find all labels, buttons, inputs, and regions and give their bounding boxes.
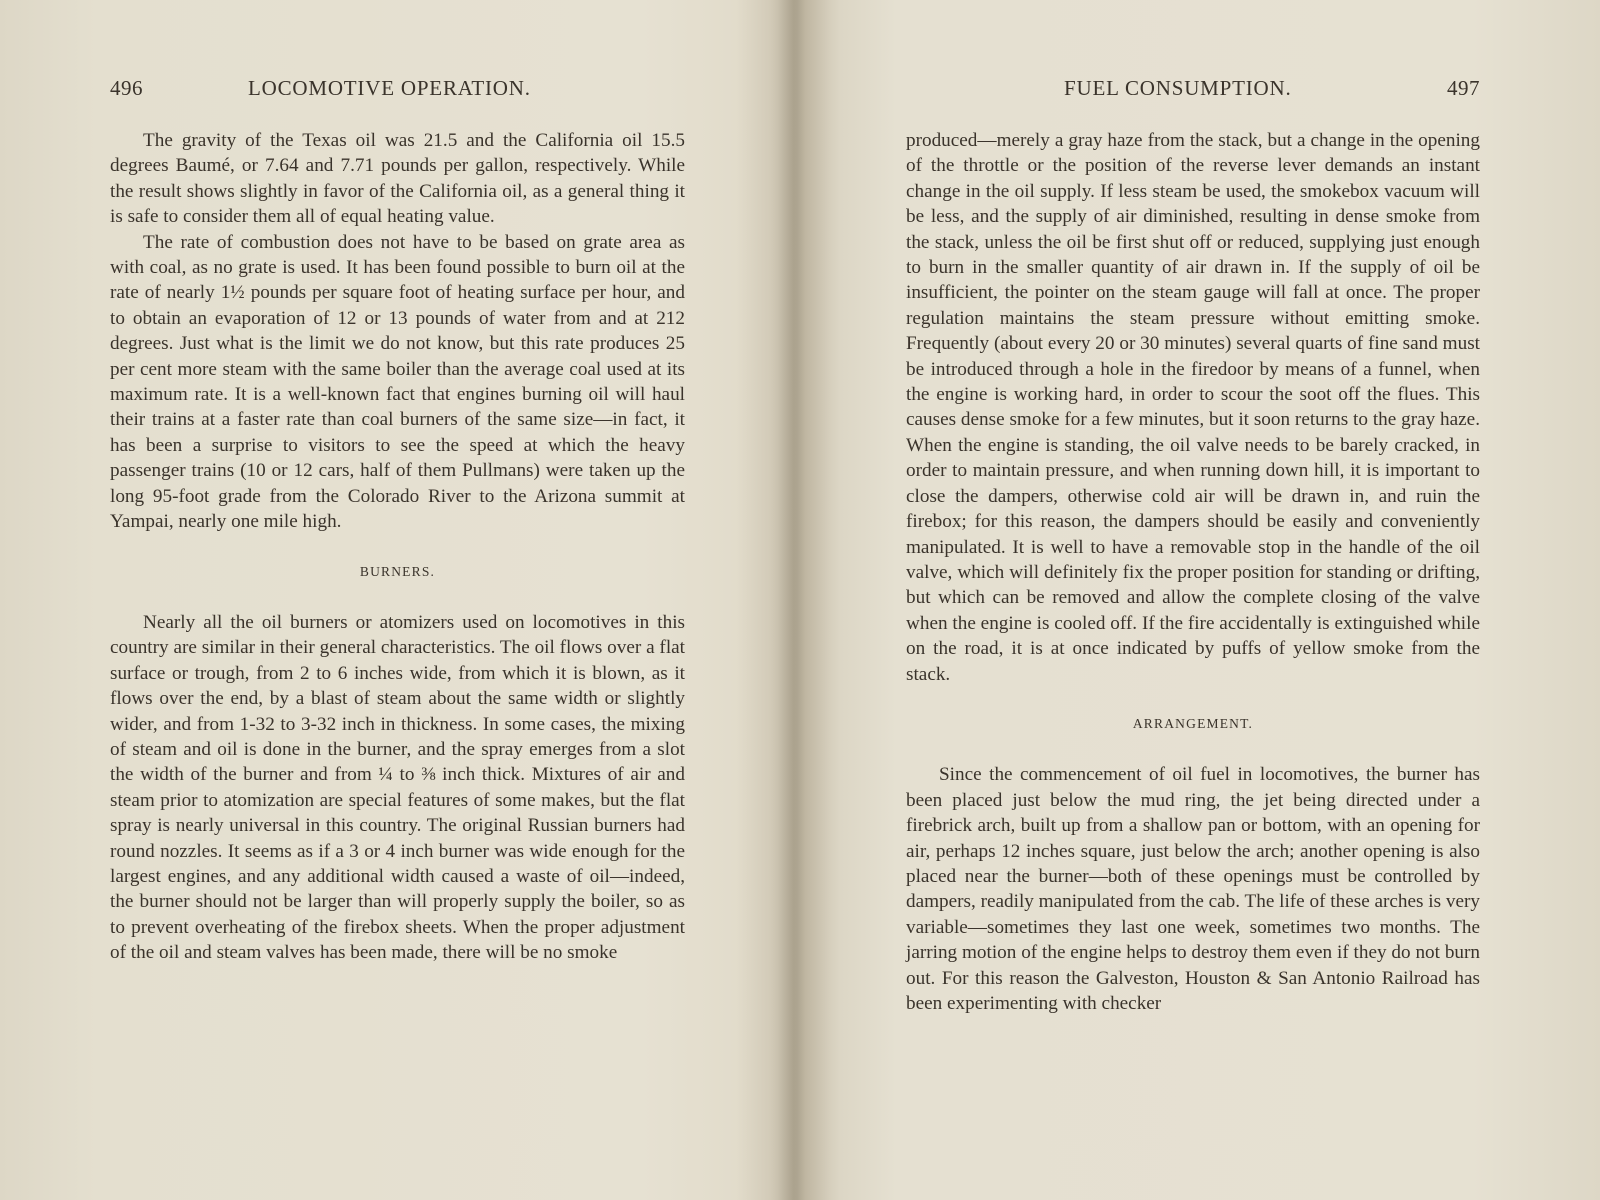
right-page-number: 497 [1447,76,1480,100]
paragraph-combustion-rate: The rate of combustion does not have to be based on grate area as with coal, as no grate is used. It has been found possible to burn oil at the rate of nearly 1½ pounds per square foot of heating surface per hour, and to obtain an evaporation of 12 or 13 pounds of water from and at 212 degrees. Just what is the limit we do not know, but this rate produces 25 per cent more steam with the same boiler than the average coal used at its maximum rate. It is a well-known fact that engines burning oil will haul their trains at a faster rate than coal burners of the same size—in fact, it has been a surprise to visitors to see the speed at which the heavy passenger trains (10 or 12 cars, half of them Pullmans) were taken up the long 95-foot grade from the Colorado River to the Arizona summit at Yampai, nearly one mile high. [110,231,685,533]
left-running-title: LOCOMOTIVE OPERATION. [248,76,531,100]
right-running-head [906,76,1480,104]
right-running-title: FUEL CONSUMPTION. [1064,76,1292,100]
right-page-body [906,128,1480,1016]
paragraph-gravity: The gravity of the Texas oil was 21.5 and the California oil 15.5 degrees Baumé, or 7.64 and 7.71 pounds per gallon, respectively. While the result shows slightly in favor of the California oil, as a general thing it is safe to consider them all of equal heating value. [110,130,685,228]
section-heading-arrangement: ARRANGEMENT. [1132,715,1254,731]
left-page-body [110,128,685,966]
left-running-head [110,76,685,104]
left-page-number: 496 [110,76,143,100]
section-heading-burners: BURNERS. [359,563,436,579]
paragraph-arrangement: Since the commencement of oil fuel in locomotives, the burner has been placed just below the mud ring, the jet being directed under a firebrick arch, built up from a shallow pan or bottom, with an opening for air, perhaps 12 inches square, just below the arch; another opening is also placed near the burner—both of these openings must be controlled by dampers, readily manipulated from the cab. The life of these arches is very variable—sometimes they last one week, sometimes two months. The jarring motion of the engine helps to destroy them even if they do not burn out. For this reason the Galveston, Houston & San Antonio Railroad has been experimenting with checker [906,764,1480,1014]
paragraph-smoke-regulation: produced—merely a gray haze from the stack, but a change in the opening of the throttle or the position of the reverse lever demands an instant change in the oil supply. If less steam be used, the smokebox vacuum will be less, and the supply of air diminished, resulting in dense smoke from the stack, unless the oil be first shut off or reduced, supplying just enough to burn in the smaller quantity of air drawn in. If the supply of oil be insufficient, the pointer on the steam gauge will fall at once. The proper regulation maintains the steam pressure without emitting smoke. Frequently (about every 20 or 30 minutes) several quarts of fine sand must be introduced through a hole in the firedoor by means of a funnel, when the engine is working hard, in order to scour the soot off the flues. This causes dense smoke for a few minutes, but it soon returns to the gray haze. When the engine is standing, the oil valve needs to be barely cracked, in order to maintain pressure, and when running down hill, it is important to close the dampers, otherwise cold air will be drawn in, and ruin the firebox; for this reason, the dampers should be easily and conveniently manipulated. It is well to have a removable stop in the handle of the oil valve, which will definitely fix the proper position for standing or drifting, but which can be removed and allow the complete closing of the valve when the engine is cooled off. If the fire accidentally is extinguished while on the road, it is at once indicated by puffs of yellow smoke from the stack. [906,130,1480,685]
gutter-shadow [770,0,830,1200]
paragraph-burners: Nearly all the oil burners or atomizers used on locomotives in this country are similar in their general characteristics. The oil flows over a flat surface or trough, from 2 to 6 inches wide, from which it is blown, as it flows over the end, by a blast of steam about the same width or slightly wider, and from 1-32 to 3-32 inch in thickness. In some cases, the mixing of steam and oil is done in the burner, and the spray emerges from a slot the width of the burner and from ¼ to ⅜ inch thick. Mixtures of air and steam prior to atomization are special features of some makes, but the flat spray is nearly universal in this country. The original Russian burners had round nozzles. It seems as if a 3 or 4 inch burner was wide enough for the largest engines, and any additional width caused a waste of oil—indeed, the burner should not be larger than will properly supply the boiler, so as to prevent overheating of the firebox sheets. When the proper adjustment of the oil and steam valves has been made, there will be no smoke [110,611,685,964]
